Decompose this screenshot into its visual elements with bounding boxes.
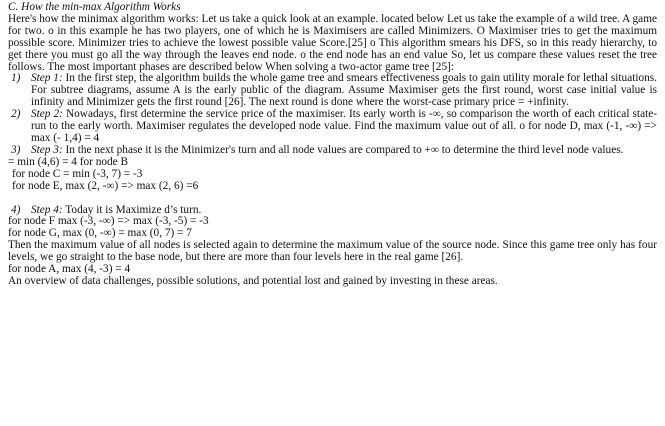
calc-line-node-b: = min (4,6) = 4 for node B — [8, 155, 129, 168]
step-1-label: Step 1: — [31, 72, 63, 85]
closing-paragraph: Then the maximum value of all nodes is selected again to determine the maximum value of the source node. Since this game tree only has four levels, we go straight to the base node, but there are more than four levels here in the real game [26]. — [8, 239, 657, 264]
calc-line-node-e: for node E, max (2, -∞) => max (2, 6) =6 — [12, 179, 199, 192]
step-2-label: Step 2: — [31, 108, 63, 121]
calc-line-node-g: for node G, max (0, -∞) = max (0, 7) = 7 — [8, 227, 192, 240]
step-2-item — [8, 109, 657, 145]
overview-sentence: An overview of data challenges, possible solutions, and potential lost and gained by investing in these areas. — [8, 274, 498, 287]
step-4-label: Step 4: — [31, 203, 63, 216]
calc-line-node-f: for node F max (-3, -∞) => max (-3, -5) = -3 — [8, 215, 209, 228]
calc-line-node-a: for node A, max (4, -3) = 4 — [8, 263, 131, 276]
step-2-number: 2) — [11, 108, 21, 121]
step-4-number: 4) — [11, 203, 21, 216]
calc-line-node-c: for node C = min (-3, 7) = -3 — [12, 167, 143, 180]
step-3-text: In the next phase it is the Minimizer's turn and all node values are compared to +∞ to determine the third level node values. — [62, 143, 624, 156]
intro-paragraph: Here's how the minimax algorithm works: Let us take a quick look at an example. located below Let us take the example of a wild tree. A game for two. o in this example he has two players, one of which he is Maximisers are called Minimizers. O Maximiser tries to get the maximum possible score. Minimizer tries to achieve the lowest possible value Score.[25] o This algorithm smears his DFS, so in this ready hierarchy, to get there you must go all the way through the leaves end node. o the end node has an end value So, let us compare these values reset the tree follows. The most important phases are described below When solving a two-actor game tree [25]: — [8, 12, 657, 73]
step-3-item — [8, 145, 657, 157]
step-1-text: In the first step, the algorithm builds the whole game tree and smears effectiveness goals to gain utility morale for lethal situations. For subtree diagrams, assume A is the early public of the diagram. Assume Maximiser gets the first round, worst case initial value is infinity and Minimizer gets the first round [26]. The next round is done where the worst-case primary price = +infinity. — [31, 72, 657, 109]
step-4-item — [8, 205, 657, 217]
step-1-item — [8, 73, 657, 109]
step-3-label: Step 3: — [31, 143, 63, 156]
step-3-number: 3) — [11, 143, 21, 156]
step-1-number: 1) — [11, 72, 21, 85]
step-4-text: Today it is Maximize d’s turn. — [62, 203, 202, 216]
step-2-text: Nowadays, first determine the service price of the maximiser. Its early worth is -∞, so comparison the worth of each critical state-run to the early worth. Maximiser regulates the developed node value. Find the maximum value out of all. o for node D, max (-1, -∞) => max (- 1,4) = 4 — [31, 108, 657, 144]
section-heading: C. How the min-max Algorithm Works — [8, 1, 181, 13]
